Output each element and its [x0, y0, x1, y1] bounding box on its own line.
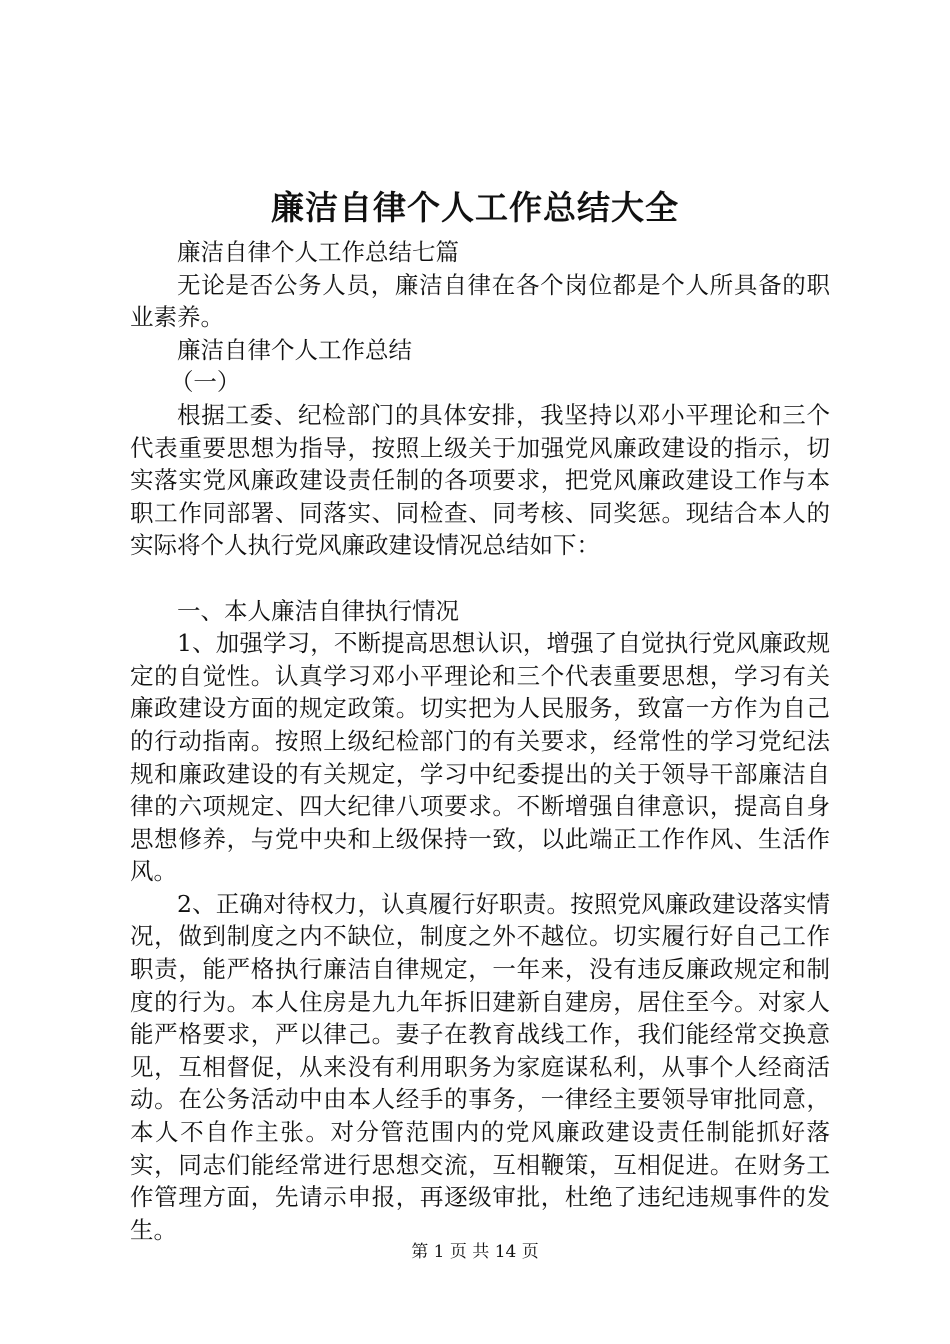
subtitle-paragraph: 廉洁自律个人工作总结七篇 — [177, 238, 459, 266]
document-body — [130, 236, 830, 1246]
blank-line — [130, 562, 830, 595]
body-paragraph: 2、正确对待权力，认真履行好职责。按照党风廉政建设落实情况，做到制度之内不缺位，制度之外不越位。切实履行好自己工作职责，能严格执行廉洁自律规定，一年来，没有违反廉政规定和制度的行为。本人住房是九九年拆旧建新自建房，居住至今。对家人能严格要求，严以律己。妻子在教育战线工作，我们能经常交换意见，互相督促，从来没有利用职务为家庭谋私利，从事个人经商活动。在公务活动中由本人经手的事务，一律经主要领导审批同意，本人不自作主张。对分管范围内的党风廉政建设责任制能抓好落实，同志们能经常进行思想交流，互相鞭策，互相促进。在财务工作管理方面，先请示申报，再逐级审批，杜绝了违纪违规事件的发生。 — [130, 889, 830, 1244]
subsection-heading: 一、本人廉洁自律执行情况 — [177, 596, 459, 625]
section-heading: 廉洁自律个人工作总结 — [177, 335, 412, 364]
page-footer: 第 1 页 共 14 页 — [411, 1242, 539, 1262]
intro-paragraph: 无论是否公务人员，廉洁自律在各个岗位都是个人所具备的职业素养。 — [130, 270, 830, 332]
document-title: 廉洁自律个人工作总结大全 — [271, 188, 679, 227]
section-number: （一） — [169, 368, 241, 397]
body-paragraph: 根据工委、纪检部门的具体安排，我坚持以邓小平理论和三个代表重要思想为指导，按照上级关于加强党风廉政建设的指示，切实落实党风廉政建设责任制的各项要求，把党风廉政建设工作与本职工作同部署、同落实、同检查、同考核、同奖惩。现结合本人的实际将个人执行党风廉政建设情况总结如下： — [130, 400, 830, 560]
body-paragraph: 1、加强学习，不断提高思想认识，增强了自觉执行党风廉政规定的自觉性。认真学习邓小平理论和三个代表重要思想，学习有关廉政建设方面的规定政策。切实把为人民服务，致富一方作为自己的行动指南。按照上级纪检部门的有关要求，经常性的学习党纪法规和廉政建设的有关规定，学习中纪委提出的关于领导干部廉洁自律的六项规定、四大纪律八项要求。不断增强自律意识，提高自身思想修养，与党中央和上级保持一致，以此端正工作作风、生活作风。 — [130, 629, 830, 886]
